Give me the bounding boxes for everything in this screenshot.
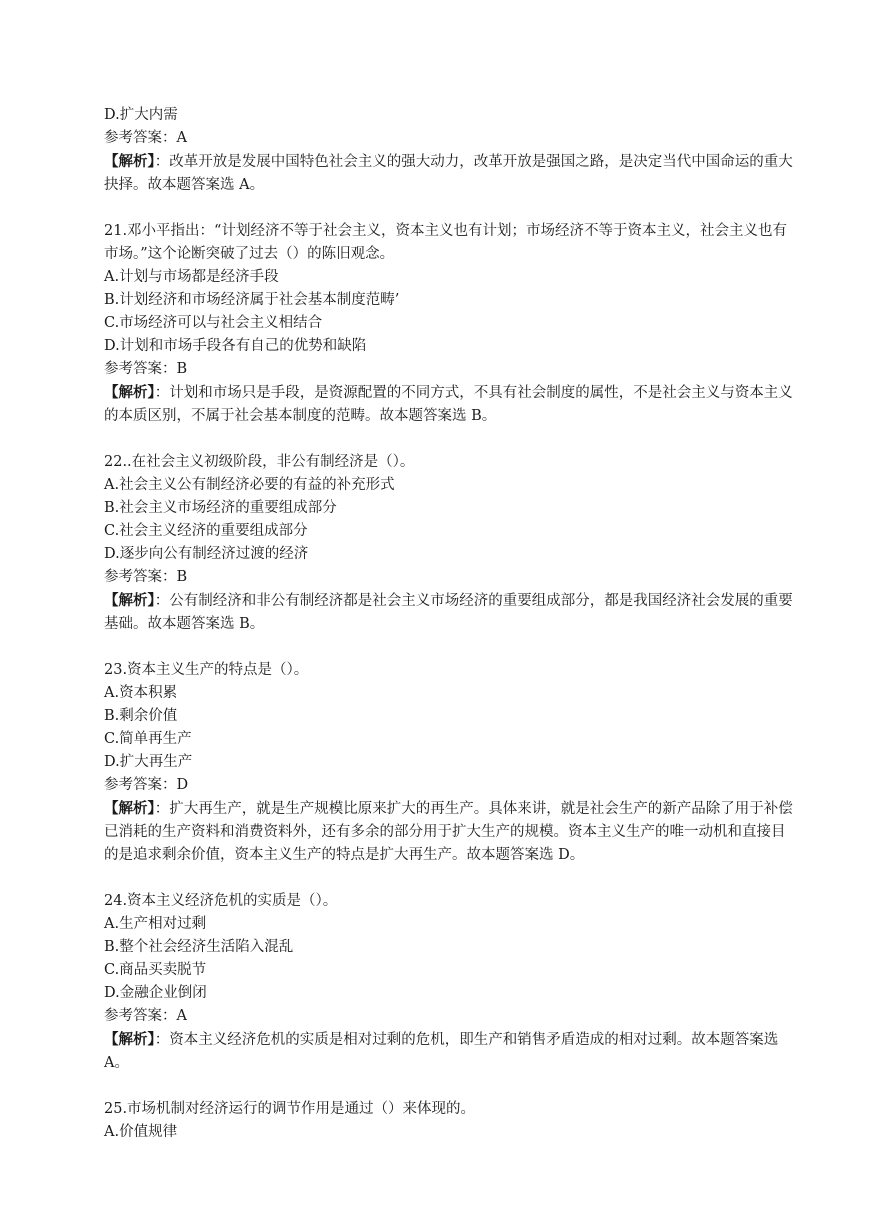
analysis-paragraph [104,797,794,867]
option-line: B.社会主义市场经济的重要组成部分 [104,500,337,516]
option-line: B.整个社会经济生活陷入混乱 [104,939,294,955]
option-line: A.资本积累 [104,685,178,701]
analysis-text: ：公有制经济和非公有制经济都是社会主义市场经济的重要组成部分，都是我国经济社会发展的重要基础。故本题答案选 B。 [104,593,793,632]
question-line: 21.邓小平指出：“计划经济不等于社会主义，资本主义也有计划；市场经济不等于资本主义，社会主义也有市场。”这个论断突破了过去（）的陈旧观念。 [104,223,787,262]
analysis-text: ：扩大再生产，就是生产规模比原来扩大的再生产。具体来讲，就是社会生产的新产品除了用于补偿已消耗的生产资料和消费资料外，还有多余的部分用于扩大生产的规模。资本主义生产的唯一动机和直接目的是追求剩余价值，资本主义生产的特点是扩大再生产。故本题答案选 D。 [104,801,793,863]
analysis-tag: 【解析】 [104,1031,155,1048]
option-line: D.扩大内需 [104,107,178,123]
option-line: C.简单再生产 [104,731,192,747]
option-line: D.计划和市场手段各有自己的优势和缺陷 [104,338,367,354]
option-line: B.计划经济和市场经济属于社会基本制度范畴’ [104,292,400,308]
analysis-tag: 【解析】 [104,384,155,401]
analysis-tag: 【解析】 [104,153,155,170]
analysis-paragraph [104,1028,794,1075]
option-line: B.剩余价值 [104,708,178,724]
analysis-paragraph [104,381,794,428]
option-line: A.生产相对过剩 [104,916,207,932]
option-line: A.计划与市场都是经济手段 [104,269,279,285]
analysis-paragraph [104,589,794,636]
option-line: A.社会主义公有制经济必要的有益的补充形式 [104,477,395,493]
analysis-text: ：计划和市场只是手段，是资源配置的不同方式，不具有社会制度的属性，不是社会主义与资本主义的本质区别，不属于社会基本制度的范畴。故本题答案选 B。 [104,385,793,424]
document-content [104,104,794,1144]
option-line: D.扩大再生产 [104,754,193,770]
answer-line: 参考答案：D [104,777,189,793]
answer-line: 参考答案：A [104,130,187,146]
option-line: D.逐步向公有制经济过渡的经济 [104,546,309,562]
option-line: D.金融企业倒闭 [104,985,207,1001]
analysis-tag: 【解析】 [104,800,155,817]
option-line: A.价值规律 [104,1124,178,1140]
analysis-text: ：资本主义经济危机的实质是相对过剩的危机，即生产和销售矛盾造成的相对过剩。故本题答案选 A。 [104,1032,779,1071]
analysis-tag: 【解析】 [104,592,155,609]
answer-line: 参考答案：B [104,569,188,585]
question-line: 24.资本主义经济危机的实质是（）。 [104,893,338,909]
question-line: 23.资本主义生产的特点是（）。 [104,662,309,678]
option-line: C.商品买卖脱节 [104,962,207,978]
question-line: 25.市场机制对经济运行的调节作用是通过（）来体现的。 [104,1101,476,1117]
option-line: C.社会主义经济的重要组成部分 [104,523,308,539]
analysis-paragraph [104,150,794,197]
option-line: C.市场经济可以与社会主义相结合 [104,315,323,331]
analysis-text: ：改革开放是发展中国特色社会主义的强大动力，改革开放是强国之路，是决定当代中国命运的重大抉择。故本题答案选 A。 [104,154,793,193]
question-line: 22..在社会主义初级阶段，非公有制经济是（）。 [104,454,415,470]
answer-line: 参考答案：A [104,1008,187,1024]
answer-line: 参考答案：B [104,361,188,377]
